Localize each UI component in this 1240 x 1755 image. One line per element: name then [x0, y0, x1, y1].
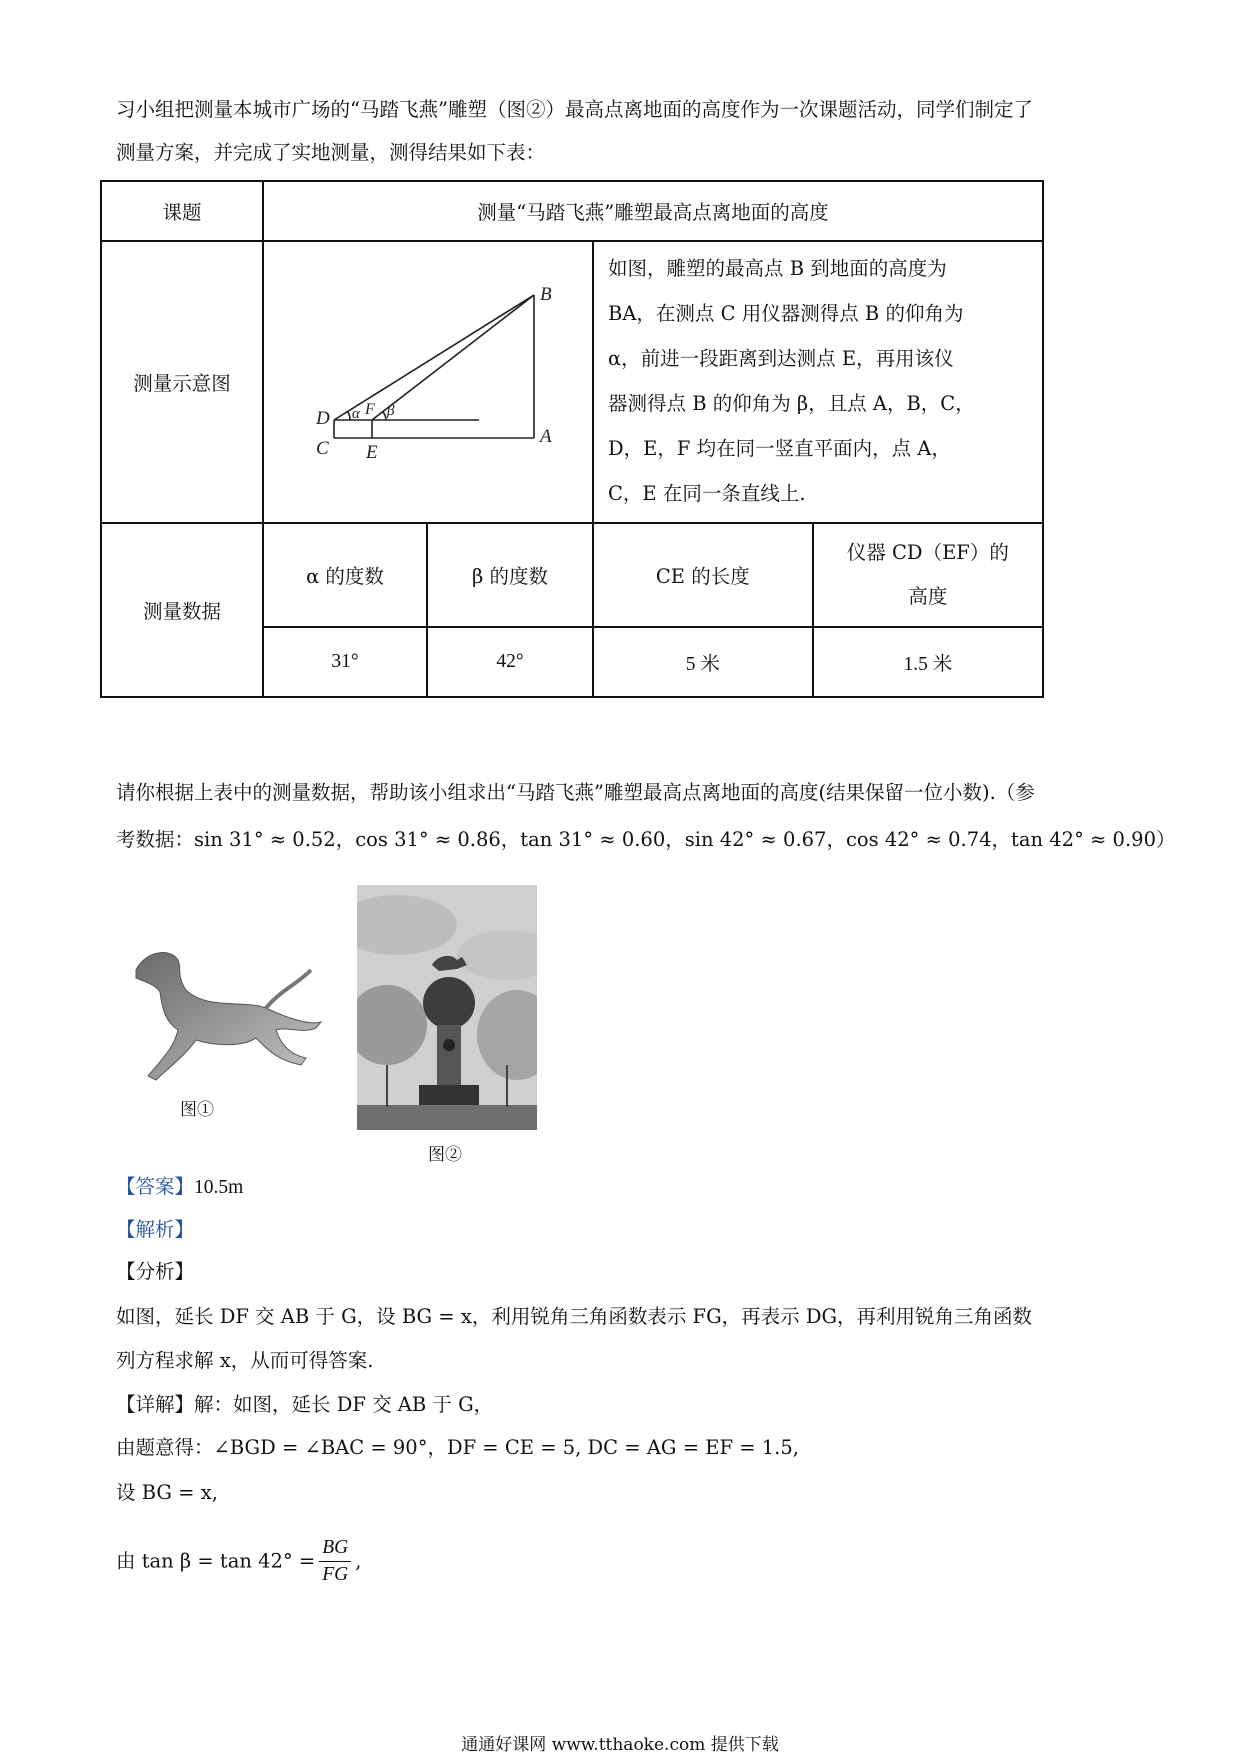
intro-line-1: 习小组把测量本城市广场的“马踏飞燕”雕塑（图②）最高点离地面的高度作为一次课题活动，同学们制定了 [116, 98, 1033, 121]
monument-image [357, 885, 537, 1130]
detail-line-2: 由题意得：∠BGD = ∠BAC = 90°，DF = CE = 5, DC = AG = EF = 1.5, [116, 1436, 799, 1459]
fraction-numerator: BG [319, 1535, 351, 1562]
header-instrument [813, 523, 1043, 627]
detail-tan-suffix: , [355, 1549, 362, 1573]
header-alpha: α 的度数 [263, 523, 427, 627]
answer-value: 10.5m [194, 1177, 244, 1198]
question-line-1: 请你根据上表中的测量数据，帮助该小组求出“马踏飞燕”雕塑最高点离地面的高度(结果保留一位小数).（参 [116, 781, 1035, 804]
topic-value: 测量“马踏飞燕”雕塑最高点离地面的高度 [263, 181, 1043, 241]
description-line: 器测得点 B 的仰角为 β，且点 A，B，C， [608, 392, 975, 415]
header-beta: β 的度数 [427, 523, 593, 627]
detail-tan-prefix: 由 tan β = tan 42° = [116, 1549, 316, 1573]
label-beta: β [387, 403, 395, 419]
detail-label: 【详解】 [116, 1393, 195, 1416]
alpha-arc [348, 412, 350, 420]
sight-line-d [334, 295, 534, 420]
figure-1-horse [116, 930, 326, 1094]
sight-line-f [372, 295, 534, 420]
analysis-line-1: 如图，延长 DF 交 AB 于 G，设 BG = x，利用锐角三角函数表示 FG，再表示 DG，再利用锐角三角函数 [116, 1305, 1033, 1328]
value-alpha: 31° [263, 627, 427, 697]
label-f: F [365, 401, 375, 418]
horse-image [116, 930, 326, 1090]
header-instrument-line1: 仪器 CD（EF）的 [846, 541, 1009, 564]
measurement-diagram [263, 241, 593, 523]
analysis-sub-label: 【分析】 [116, 1260, 195, 1283]
question-line-2: 考数据：sin 31° ≈ 0.52，cos 31° ≈ 0.86，tan 31° ≈ 0.60，sin 42° ≈ 0.67，cos 42° ≈ 0.74，tan 42° ≈ 0.90） [116, 828, 1176, 851]
diagram-description [593, 241, 1043, 523]
header-ce: CE 的长度 [593, 523, 813, 627]
figure-1-caption: 图① [180, 1100, 214, 1120]
description-line: 如图，雕塑的最高点 B 到地面的高度为 [608, 257, 947, 280]
analysis-label: 【解析】 [116, 1218, 195, 1241]
detail-line-1 [116, 1390, 493, 1420]
detail-text-1: 解：如图，延长 DF 交 AB 于 G， [194, 1393, 494, 1416]
detail-line-3: 设 BG = x, [116, 1481, 218, 1504]
figure-2-monument [357, 885, 537, 1130]
label-d: D [316, 408, 330, 429]
intro-line-2: 测量方案，并完成了实地测量，测得结果如下表： [116, 141, 546, 164]
answer-label: 【答案】 [116, 1175, 195, 1198]
description-line: BA，在测点 C 用仪器测得点 B 的仰角为 [608, 302, 964, 325]
label-b: B [540, 284, 552, 305]
description-line: C，E 在同一条直线上. [608, 482, 806, 505]
detail-line-4 [116, 1535, 361, 1588]
data-label: 测量数据 [101, 523, 263, 697]
measurement-table [100, 180, 1044, 698]
value-instrument: 1.5 米 [813, 627, 1043, 697]
label-a: A [540, 426, 552, 447]
value-beta: 42° [427, 627, 593, 697]
value-ce: 5 米 [593, 627, 813, 697]
analysis-line-2: 列方程求解 x，从而可得答案. [116, 1349, 374, 1372]
diagram-label: 测量示意图 [101, 241, 263, 523]
label-c: C [316, 438, 329, 459]
beta-arc [383, 412, 386, 420]
figure-2-caption: 图② [428, 1145, 462, 1165]
label-alpha: α [352, 406, 360, 422]
description-line: α，前进一段距离到达测点 E，再用该仪 [608, 347, 954, 370]
fraction-bg-fg [319, 1535, 351, 1588]
description-line: D，E，F 均在同一竖直平面内，点 A， [608, 437, 951, 460]
elevation-diagram-svg [264, 242, 590, 522]
page-footer: 通通好课网 www.tthaoke.com 提供下载 [461, 1735, 779, 1755]
label-e: E [366, 442, 378, 463]
topic-label: 课题 [101, 181, 263, 241]
fraction-denominator: FG [322, 1564, 349, 1585]
header-instrument-line2: 高度 [908, 585, 948, 608]
answer-line [116, 1172, 243, 1203]
